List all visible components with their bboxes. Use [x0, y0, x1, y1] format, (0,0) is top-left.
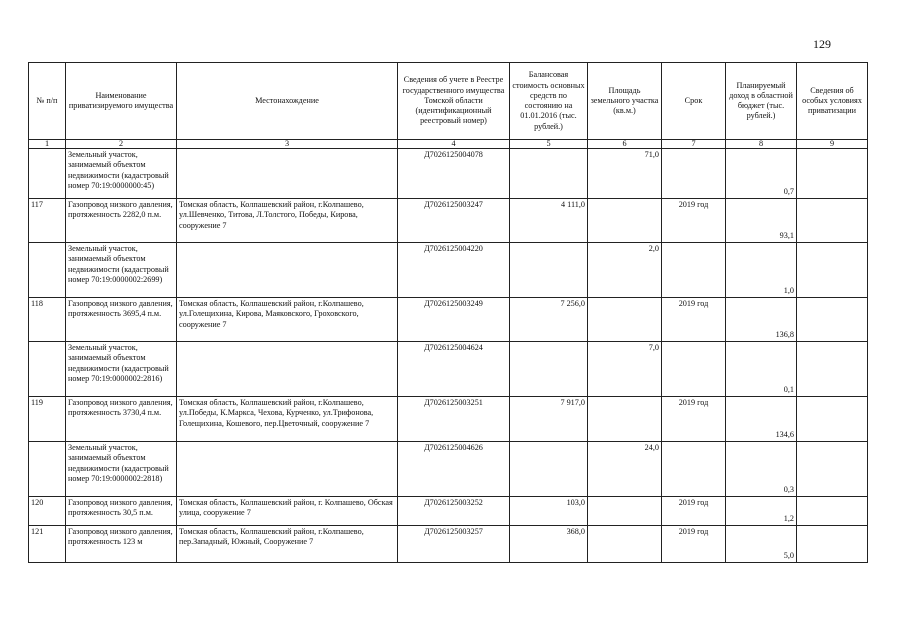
privatization-term: 2019 год [662, 199, 726, 243]
item-location: Томская область, Колпашевский район, г.Колпашево, ул.Победы, К.Маркса, Чехова, Курченко, ул.Трифонова, Голещихина, Кошевого, пер.Цветочный, сооружение 7 [177, 397, 398, 442]
privatization-term [662, 149, 726, 199]
row-number: 117 [29, 199, 66, 243]
table-row [29, 199, 868, 243]
item-name: Газопровод низкого давления, протяженность 30,5 п.м. [66, 497, 177, 526]
column-number: 8 [726, 140, 797, 149]
item-location: Томская область, Колпашевский район, г. Колпашево, Обская улица, сооружение 7 [177, 497, 398, 526]
special-conditions [797, 442, 868, 497]
header-cell-registry: Сведения об учете в Реестре государственного имущества Томской области (идентификационный реестровый номер) [398, 63, 510, 140]
item-name: Земельный участок, занимаемый объектом недвижимости (кадастровый номер 70:19:0000002:2816) [66, 342, 177, 397]
row-number [29, 243, 66, 298]
row-number [29, 342, 66, 397]
row-number: 118 [29, 298, 66, 342]
registry-number: Д7026125003247 [398, 199, 510, 243]
item-name: Газопровод низкого давления, протяженность 3730,4 п.м. [66, 397, 177, 442]
column-number: 5 [510, 140, 588, 149]
special-conditions [797, 199, 868, 243]
balance-value: 4 111,0 [510, 199, 588, 243]
special-conditions [797, 298, 868, 342]
land-area: 7,0 [588, 342, 662, 397]
balance-value: 7 256,0 [510, 298, 588, 342]
row-number: 120 [29, 497, 66, 526]
item-name: Земельный участок, занимаемый объектом недвижимости (кадастровый номер 70:19:0000000:45) [66, 149, 177, 199]
item-location [177, 243, 398, 298]
privatization-term: 2019 год [662, 526, 726, 563]
table-row [29, 298, 868, 342]
row-number: 119 [29, 397, 66, 442]
registry-number: Д7026125004626 [398, 442, 510, 497]
balance-value: 7 917,0 [510, 397, 588, 442]
table-row [29, 442, 868, 497]
item-name: Газопровод низкого давления, протяженность 123 м [66, 526, 177, 563]
special-conditions [797, 526, 868, 563]
item-location [177, 149, 398, 199]
land-area [588, 397, 662, 442]
special-conditions [797, 397, 868, 442]
planned-income: 5,0 [726, 526, 797, 563]
privatization-table [28, 62, 868, 563]
privatization-term: 2019 год [662, 497, 726, 526]
balance-value [510, 442, 588, 497]
column-number: 1 [29, 140, 66, 149]
planned-income: 0,7 [726, 149, 797, 199]
registry-number: Д7026125003252 [398, 497, 510, 526]
registry-number: Д7026125004078 [398, 149, 510, 199]
row-number [29, 149, 66, 199]
balance-value [510, 243, 588, 298]
item-name: Газопровод низкого давления, протяженность 3695,4 п.м. [66, 298, 177, 342]
planned-income: 0,3 [726, 442, 797, 497]
table-row [29, 149, 868, 199]
balance-value: 368,0 [510, 526, 588, 563]
header-cell-num: № п/п [29, 63, 66, 140]
privatization-term [662, 243, 726, 298]
land-area: 2,0 [588, 243, 662, 298]
land-area: 24,0 [588, 442, 662, 497]
special-conditions [797, 497, 868, 526]
table-row [29, 243, 868, 298]
balance-value: 103,0 [510, 497, 588, 526]
registry-number: Д7026125003257 [398, 526, 510, 563]
header-cell-income: Планируемый доход в областной бюджет (тыс. рублей.) [726, 63, 797, 140]
page-number: 129 [813, 37, 831, 51]
planned-income: 0,1 [726, 342, 797, 397]
land-area: 71,0 [588, 149, 662, 199]
header-cell-area: Площадь земельного участка (кв.м.) [588, 63, 662, 140]
item-location [177, 342, 398, 397]
balance-value [510, 342, 588, 397]
special-conditions [797, 243, 868, 298]
column-number: 4 [398, 140, 510, 149]
item-location: Томская область, Колпашевский район, г.Колпашево, ул.Голещихина, Кирова, Маяковского, Гроховского, сооружение 7 [177, 298, 398, 342]
registry-number: Д7026125003249 [398, 298, 510, 342]
header-cell-conditions: Сведения об особых условиях приватизации [797, 63, 868, 140]
column-number-row [29, 140, 868, 149]
planned-income: 134,6 [726, 397, 797, 442]
registry-number: Д7026125004624 [398, 342, 510, 397]
privatization-term [662, 442, 726, 497]
planned-income: 93,1 [726, 199, 797, 243]
column-number: 3 [177, 140, 398, 149]
registry-number: Д7026125003251 [398, 397, 510, 442]
item-location: Томская область, Колпашевский район, г.Колпашево, пер.Западный, Южный, Сооружение 7 [177, 526, 398, 563]
header-cell-term: Срок [662, 63, 726, 140]
header-cell-name: Наименование приватизируемого имущества [66, 63, 177, 140]
table-row [29, 397, 868, 442]
item-name: Земельный участок, занимаемый объектом недвижимости (кадастровый номер 70:19:0000002:2818) [66, 442, 177, 497]
privatization-term [662, 342, 726, 397]
column-number: 2 [66, 140, 177, 149]
planned-income: 1,0 [726, 243, 797, 298]
column-number: 7 [662, 140, 726, 149]
item-name: Земельный участок, занимаемый объектом недвижимости (кадастровый номер 70:19:0000002:2699) [66, 243, 177, 298]
row-number: 121 [29, 526, 66, 563]
privatization-term: 2019 год [662, 397, 726, 442]
column-number: 9 [797, 140, 868, 149]
registry-number: Д7026125004220 [398, 243, 510, 298]
planned-income: 136,8 [726, 298, 797, 342]
header-cell-balance: Балансовая стоимость основных средств по состоянию на 01.01.2016 (тыс. рублей.) [510, 63, 588, 140]
column-number: 6 [588, 140, 662, 149]
land-area [588, 526, 662, 563]
special-conditions [797, 342, 868, 397]
planned-income: 1,2 [726, 497, 797, 526]
row-number [29, 442, 66, 497]
item-location [177, 442, 398, 497]
header-cell-location: Местонахождение [177, 63, 398, 140]
land-area [588, 199, 662, 243]
balance-value [510, 149, 588, 199]
land-area [588, 298, 662, 342]
land-area [588, 497, 662, 526]
special-conditions [797, 149, 868, 199]
header-row [29, 63, 868, 140]
table-row [29, 497, 868, 526]
item-location: Томская область, Колпашевский район, г.Колпашево, ул.Шевченко, Титова, Л.Толстого, Победы, Кирова, сооружение 7 [177, 199, 398, 243]
table-row [29, 526, 868, 563]
item-name: Газопровод низкого давления, протяженность 2282,0 п.м. [66, 199, 177, 243]
table-row [29, 342, 868, 397]
privatization-term: 2019 год [662, 298, 726, 342]
